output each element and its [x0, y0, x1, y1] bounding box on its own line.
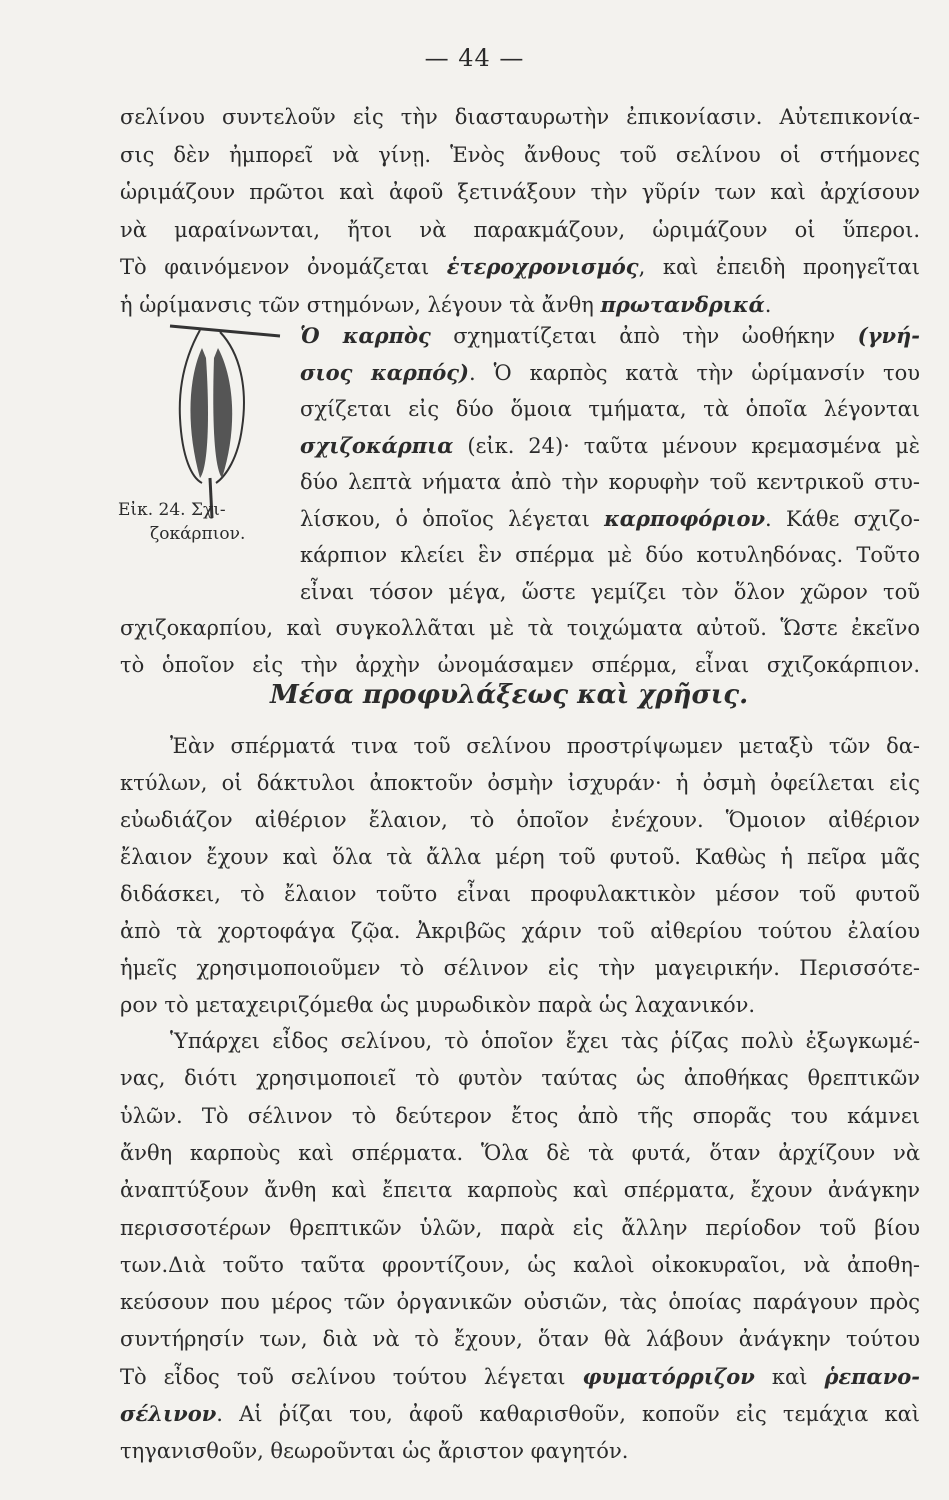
- p1-line: [120, 252, 920, 282]
- p2-line: [300, 358, 920, 388]
- p4-line: ἀναπτύξουν ἄνθη καὶ ἔπειτα καρποὺς καὶ σπέρματα, ἔχουν ἀνάγκην: [120, 1178, 920, 1203]
- p1-line: ὡριμάζουν πρῶτοι καὶ ἀφοῦ ξετινάξουν τὴν γῦρίν των καὶ ἀρχίσουν: [120, 180, 920, 204]
- p3-line: ἀπὸ τὰ χορτοφάγα ζῷα. Ἀκριβῶς χάριν τοῦ αἰθερίου τούτου ἐλαίου: [120, 919, 920, 943]
- text-post: . Ὁ καρπὸς κατὰ τὴν ὡρίμανσίν του: [469, 360, 920, 385]
- figure-caption-line-2: ζοκάρπιον.: [150, 524, 246, 544]
- p4-line: ἄνθη καρποὺς καὶ σπέρματα. Ὅλα δὲ τὰ φυτά, ὅταν ἀρχίζουν νὰ: [120, 1140, 920, 1165]
- p2-line: [300, 431, 920, 461]
- p1-line: [120, 290, 920, 320]
- p3-line: εὐωδιάζον αἰθέριον ἔλαιον, τὸ ὁποῖον ἐνέχουν. Ὅμοιον αἰθέριον: [120, 808, 920, 832]
- text-em: φυματόρριζον: [582, 1363, 755, 1389]
- p4-line: νας, διότι χρησιμοποιεῖ τὸ φυτὸν ταύτας ὡς ἀποθήκας θρεπτικῶν: [120, 1066, 920, 1091]
- p2-line: εἶναι τόσον μέγα, ὥστε γεμίζει τὸν ὅλον χῶρον τοῦ: [300, 579, 920, 604]
- p4-line: [120, 1362, 920, 1392]
- p4-line: συντήρησίν των, διὰ νὰ τὸ ἔχουν, ὅταν θὰ λάβουν ἀνάγκην τούτου: [120, 1327, 920, 1352]
- text-em: ἑτεροχρονισμός: [446, 254, 639, 279]
- text-post: σχηματίζεται ἀπὸ τὴν ὠοθήκην: [430, 324, 858, 348]
- p4-line: ὑλῶν. Τὸ σέλινον τὸ δεύτερον ἔτος ἀπὸ τῆς σπορᾶς του κάμνει: [120, 1103, 920, 1128]
- p4-line: των.Διὰ τοῦτο ταῦτα φροντίζουν, ὡς καλοὶ οἰκοκυραῖοι, νὰ ἀποθη-: [120, 1252, 920, 1277]
- text-post: .: [764, 292, 772, 317]
- text-em2: ῥεπανο-: [824, 1363, 921, 1389]
- p4-line: τηγανισθοῦν, θεωροῦνται ὡς ἄριστον φαγητόν.: [120, 1439, 629, 1464]
- text-pre: ἡ ὡρίμανσις τῶν στημόνων, λέγουν τὰ ἄνθη: [120, 292, 601, 317]
- text-em: σχιζοκάρπια: [300, 432, 454, 458]
- section-heading: Μέσα προφυλάξεως καὶ χρῆσις.: [270, 680, 749, 710]
- text-pre: λίσκου, ὁ ὁποῖος λέγεται: [300, 506, 605, 531]
- p4-line: [120, 1399, 920, 1429]
- p1-line: σελίνου συντελοῦν εἰς τὴν διασταυρωτὴν ἐπικονίασιν. Αὐτεπικονία-: [120, 105, 920, 129]
- p2-line: σχιζοκαρπίου, καὶ συγκολλᾶται μὲ τὰ τοιχώματα αὐτοῦ. Ὥστε ἐκεῖνο: [120, 616, 920, 640]
- p3-line: Ἐὰν σπέρματά τινα τοῦ σελίνου προστρίψωμεν μεταξὺ τῶν δα-: [170, 734, 920, 758]
- text-em: σιος καρπός): [300, 359, 469, 385]
- p4-line: περισσοτέρων θρεπτικῶν ὑλῶν, παρὰ εἰς ἄλλην περίοδον τοῦ βίου: [120, 1215, 920, 1240]
- text-post: . Κάθε σχιζο-: [765, 506, 920, 531]
- text-post: . Αἱ ῥίζαι του, ἀφοῦ καθαρισθοῦν, κοποῦν εἰς τεμάχια καὶ: [216, 1402, 920, 1426]
- text-post: (εἰκ. 24)· ταῦτα μένουν κρεμασμένα μὲ: [453, 433, 920, 458]
- p2-line: κάρπιον κλείει ἓν σπέρμα μὲ δύο κοτυληδόνας. Τοῦτο: [300, 543, 920, 567]
- schizocarp-figure: [130, 318, 290, 518]
- p2-line: [300, 321, 920, 351]
- p4-line: Ὑπάρχει εἶδος σελίνου, τὸ ὁποῖον ἔχει τὰς ῥίζας πολὺ ἐξωγκωμέ-: [170, 1029, 920, 1053]
- text-em: πρωτανδρικά: [600, 291, 765, 317]
- p2-line: δύο λεπτὰ νήματα ἀπὸ τὴν κορυφὴν τοῦ κεντρικοῦ στυ-: [300, 470, 920, 494]
- p2-line: τὸ ὁποῖον εἰς τὴν ἀρχὴν ὠνομάσαμεν σπέρμα, εἶναι σχιζοκάρπιον.: [120, 652, 920, 677]
- text-post: , καὶ ἐπειδὴ προηγεῖται: [638, 255, 920, 279]
- p3-line: ἔλαιον ἔχουν καὶ ὅλα τὰ ἄλλα μέρη τοῦ φυτοῦ. Καθὼς ἡ πεῖρα μᾶς: [120, 845, 920, 869]
- text-pre: Τὸ εἶδος τοῦ σελίνου τούτου λέγεται: [120, 1364, 583, 1389]
- p1-line: σις δὲν ἠμπορεῖ νὰ γίνῃ. Ἑνὸς ἄνθους τοῦ σελίνου οἱ στήμονες: [120, 142, 920, 167]
- text-em2: (γνή-: [857, 323, 920, 348]
- text-pre: Τὸ φαινόμενον ὀνομάζεται: [120, 255, 447, 279]
- p3-line: κτύλων, οἱ δάκτυλοι ἀποκτοῦν ὀσμὴν ἰσχυράν· ἡ ὀσμὴ ὀφείλεται εἰς: [120, 771, 920, 795]
- figure-caption-line-1: Εἰκ. 24. Σχι-: [118, 500, 226, 520]
- p2-line: σχίζεται εἰς δύο ὅμοια τμήματα, τὰ ὁποῖα λέγονται: [300, 397, 920, 421]
- p3-line: ἡμεῖς χρησιμοποιοῦμεν τὸ σέλινον εἰς τὴν μαγειρικήν. Περισσότε-: [120, 956, 920, 980]
- text-em: καρποφόριον: [604, 505, 766, 531]
- p1-line: νὰ μαραίνωνται, ἤτοι νὰ παρακμάζουν, ὡριμάζουν οἱ ὕπεροι.: [120, 217, 920, 242]
- text-post: καὶ: [754, 1364, 825, 1389]
- text-em: Ὁ καρπὸς: [300, 323, 431, 348]
- p3-line: διδάσκει, τὸ ἔλαιον τοῦτο εἶναι προφυλακτικὸν μέσον τοῦ φυτοῦ: [120, 882, 920, 906]
- p2-line: [300, 504, 920, 534]
- text-em: σέλινον: [120, 1401, 217, 1426]
- page-number: — 44 —: [424, 44, 525, 72]
- p4-line: κεύσουν που μέρος τῶν ὀργανικῶν οὐσιῶν, τὰς ὁποίας παράγουν πρὸς: [120, 1290, 920, 1315]
- p3-line: ρον τὸ μεταχειριζόμεθα ὡς μυρωδικὸν παρὰ ὡς λαχανικόν.: [120, 993, 756, 1017]
